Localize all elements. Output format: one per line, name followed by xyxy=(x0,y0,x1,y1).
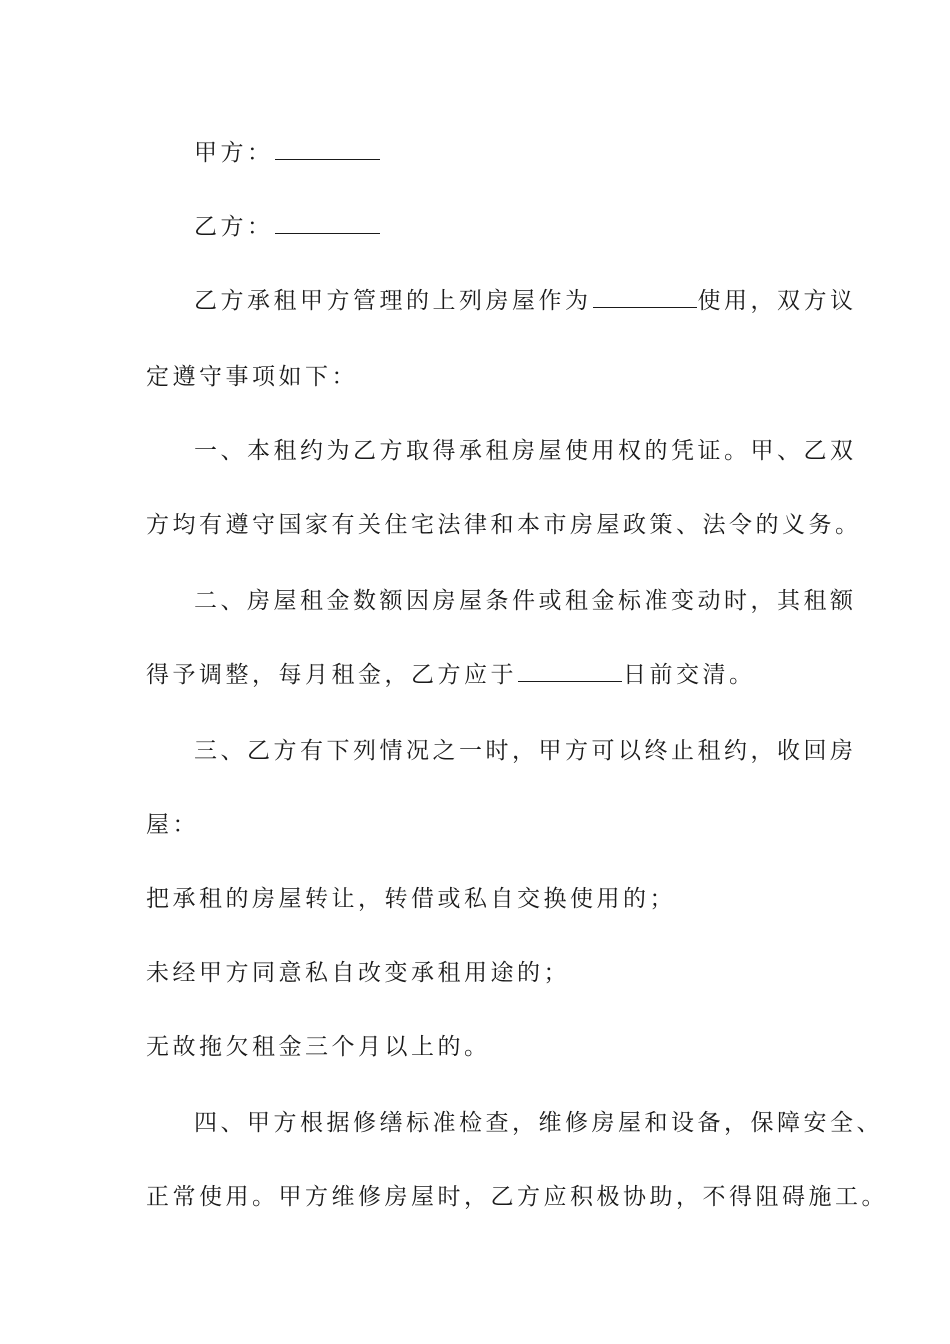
payment-day-blank xyxy=(518,661,622,682)
clause-3-line-2: 屋： xyxy=(146,812,199,838)
party-a-blank xyxy=(275,139,380,160)
intro-line-1 xyxy=(194,286,884,316)
party-b-label: 乙方： xyxy=(194,214,274,240)
clause-4-line-2: 正常使用。甲方维修房屋时，乙方应积极协助，不得阻碍施工。 xyxy=(146,1184,888,1210)
clause-2-text-before: 得予调整，每月租金，乙方应于 xyxy=(146,662,517,688)
clause-3-line-1: 三、乙方有下列情况之一时，甲方可以终止租约，收回房 xyxy=(194,738,857,764)
clause-3-item-1: 把承租的房屋转让，转借或私自交换使用的； xyxy=(146,886,676,912)
clause-2-line-2 xyxy=(146,660,836,690)
party-b-blank xyxy=(275,213,380,234)
clause-2-text-after: 日前交清。 xyxy=(623,662,756,688)
usage-blank xyxy=(593,287,697,308)
intro-line-2: 定遵守事项如下： xyxy=(146,364,358,390)
party-a-label: 甲方： xyxy=(194,140,274,166)
clause-2-line-1: 二、房屋租金数额因房屋条件或租金标准变动时，其租额 xyxy=(194,588,857,614)
clause-3-item-3: 无故拖欠租金三个月以上的。 xyxy=(146,1034,491,1060)
intro-text-before: 乙方承租甲方管理的上列房屋作为 xyxy=(194,288,592,314)
party-a-line xyxy=(194,138,884,168)
party-b-line xyxy=(194,212,884,242)
clause-1-line-1: 一、本租约为乙方取得承租房屋使用权的凭证。甲、乙双 xyxy=(194,438,857,464)
clause-1-line-2: 方均有遵守国家有关住宅法律和本市房屋政策、法令的义务。 xyxy=(146,512,862,538)
intro-text-after: 使用，双方议 xyxy=(697,288,857,314)
clause-3-item-2: 未经甲方同意私自改变承租用途的； xyxy=(146,960,570,986)
clause-4-line-1: 四、甲方根据修缮标准检查，维修房屋和设备，保障安全、 xyxy=(194,1110,883,1136)
